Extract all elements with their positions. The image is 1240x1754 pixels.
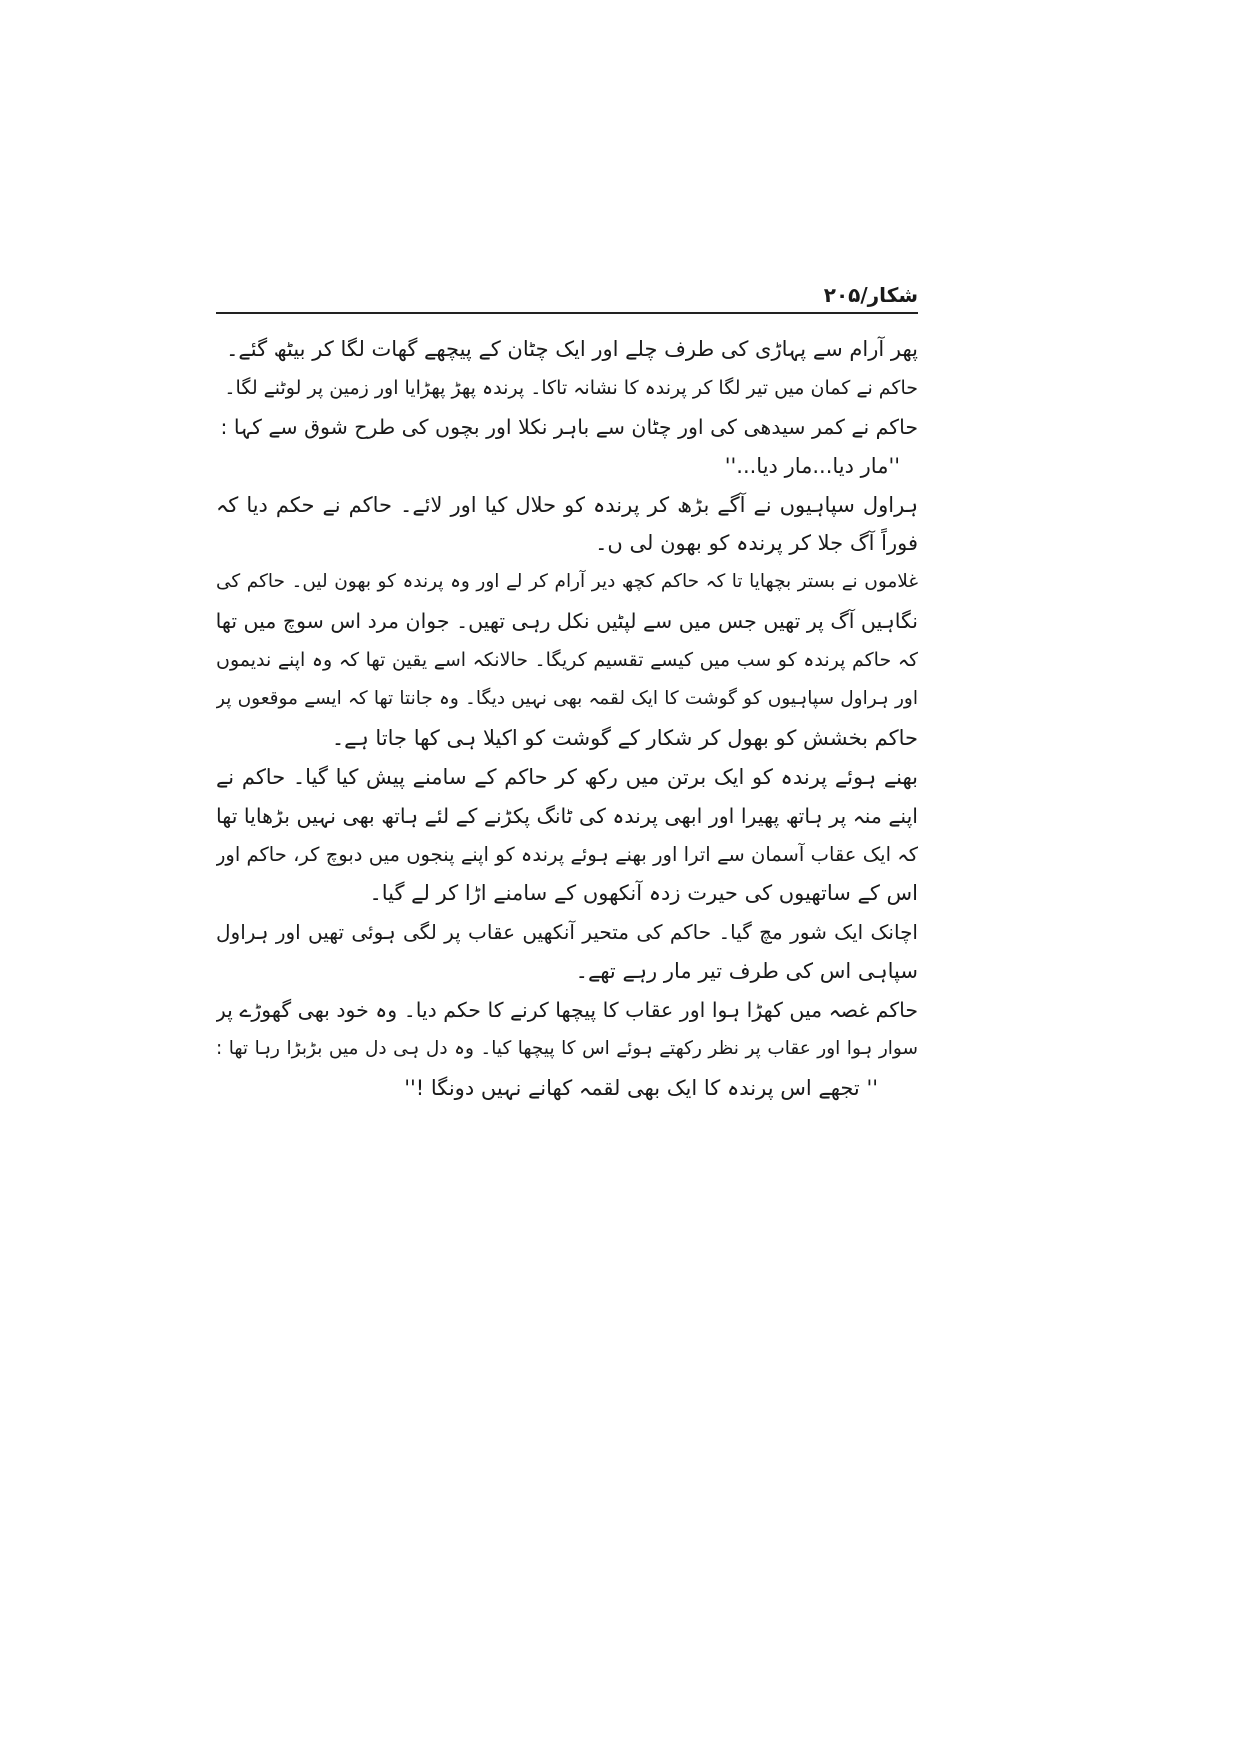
text-line: اچانک ایک شور مچ گیا۔ حاکم کی متحیر آنکھیں عقاب پر لگی ہوئی تھیں اور ہراول [216, 920, 918, 945]
text-line: پھر آرام سے پہاڑی کی طرف چلے اور ایک چٹان کے پیچھے گھات لگا کر بیٹھ گئے۔ [226, 337, 918, 361]
quote-line: ''مار دیا...مار دیا...'' [724, 453, 900, 478]
text-line: کہ حاکم پرندہ کو سب میں کیسے تقسیم کریگا۔ حالانکہ اسے یقین تھا کہ وہ اپنے ندیموں [216, 649, 918, 672]
body-text [216, 330, 918, 1108]
text-line: بھنے ہوئے پرندہ کو ایک برتن میں رکھ کر حاکم کے سامنے پیش کیا گیا۔ حاکم نے [216, 764, 918, 789]
text-line: سپاہی اس کی طرف تیر مار رہے تھے۔ [575, 959, 918, 984]
text-line: سوار ہوا اور عقاب پر نظر رکھتے ہوئے اس کا پیچھا کیا۔ وہ دل ہی دل میں بڑبڑا رہا تھا : [216, 1038, 918, 1060]
text-line: حاکم نے کمان میں تیر لگا کر پرندہ کا نشانہ تاکا۔ پرندہ پھڑ پھڑایا اور زمین پر لوٹنے لگا۔ [224, 376, 918, 399]
running-head: شکار/۲۰۵ [823, 283, 918, 307]
text-line: حاکم غصہ میں کھڑا ہوا اور عقاب کا پیچھا کرنے کا حکم دیا۔ وہ خود بھی گھوڑے پر [216, 998, 918, 1023]
text-line: نگاہیں آگ پر تھیں جس میں سے لپٹیں نکل رہی تھیں۔ جوان مرد اس سوچ میں تھا [216, 609, 918, 634]
text-line: حاکم بخشش کو بھول کر شکار کے گوشت کو اکیلا ہی کھا جاتا ہے۔ [331, 725, 918, 750]
header-rule [216, 312, 918, 314]
text-line: حاکم نے کمر سیدھی کی اور چٹان سے باہر نکلا اور بچوں کی طرح شوق سے کہا : [220, 414, 918, 439]
text-line: غلاموں نے بستر بچھایا تا کہ حاکم کچھ دیر آرام کر لے اور وہ پرندہ کو بھون لیں۔ حاکم کی [216, 571, 918, 593]
text-line: اور ہراول سپاہیوں کو گوشت کا ایک لقمہ بھی نہیں دیگا۔ وہ جانتا تھا کہ ایسے موقعوں پر [216, 688, 918, 710]
page-header [216, 282, 918, 312]
text-line: فوراً آگ جلا کر پرندہ کو بھون لی ں۔ [595, 531, 918, 556]
quote-line: '' تجھے اس پرندہ کا ایک بھی لقمہ کھانے نہیں دونگا !'' [404, 1075, 878, 1100]
text-line: ہراول سپاہیوں نے آگے بڑھ کر پرندہ کو حلال کیا اور لائے۔ حاکم نے حکم دیا کہ [216, 492, 918, 517]
text-line: اپنے منہ پر ہاتھ پھیرا اور ابھی پرندہ کی ٹانگ پکڑنے کے لئے ہاتھ بھی نہیں بڑھایا تھا [216, 803, 918, 828]
text-line: کہ ایک عقاب آسمان سے اترا اور بھنے ہوئے پرندہ کو اپنے پنجوں میں دبوچ کر، حاکم اور [216, 842, 918, 866]
text-line: اس کے ساتھیوں کی حیرت زدہ آنکھوں کے سامنے اڑا کر لے گیا۔ [369, 881, 918, 906]
